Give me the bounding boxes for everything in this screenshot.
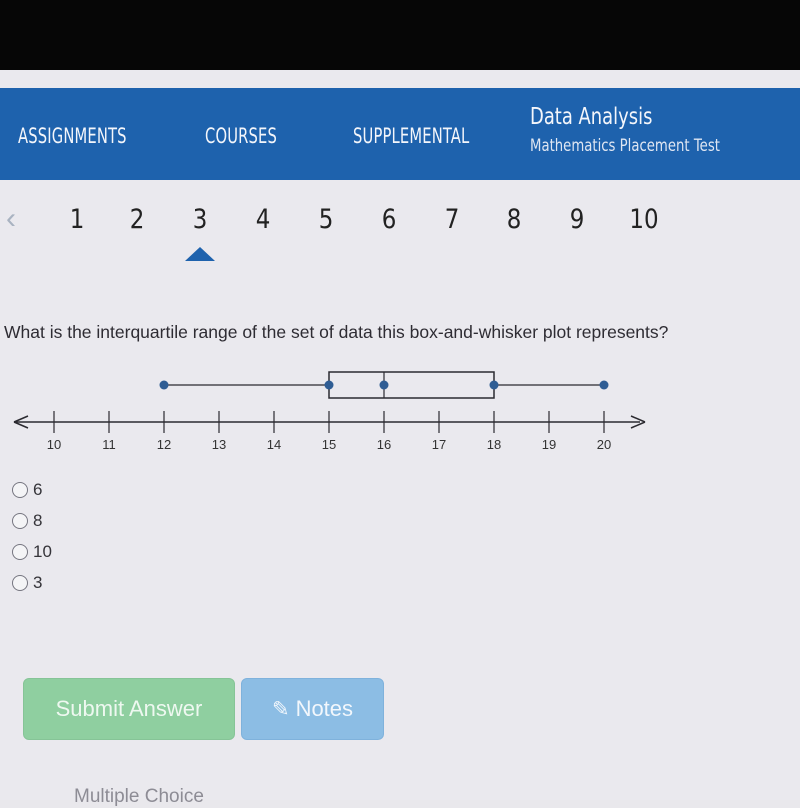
nav-supplemental[interactable]: SUPPLEMENTAL (353, 124, 470, 148)
tick-label: 10 (46, 437, 62, 452)
iqr-box (329, 372, 494, 398)
question-number-8[interactable]: 8 (506, 204, 522, 235)
question-number-4[interactable]: 4 (255, 204, 271, 235)
question-number-1[interactable]: 1 (69, 204, 85, 235)
nav-assignments[interactable]: ASSIGNMENTS (18, 124, 127, 148)
notes-button[interactable] (241, 678, 384, 740)
nav-subtitle: Mathematics Placement Test (530, 136, 720, 156)
radio-button[interactable] (12, 482, 28, 498)
tick-label: 13 (211, 437, 227, 452)
notes-label: Notes (295, 696, 354, 721)
radio-button[interactable] (12, 513, 28, 529)
top-nav (0, 88, 800, 180)
box-plot (0, 360, 800, 460)
answer-choices (12, 474, 52, 598)
tick-label: 15 (321, 437, 337, 452)
question-number-3[interactable]: 3 (192, 204, 208, 235)
tick-label: 19 (541, 437, 557, 452)
question-number-6[interactable]: 6 (381, 204, 397, 235)
nav-title: Data Analysis (530, 104, 653, 130)
radio-button[interactable] (12, 544, 28, 560)
question-type-hint: Multiple Choice (74, 786, 204, 807)
tick-label: 18 (486, 437, 502, 452)
choice-option[interactable] (12, 536, 52, 567)
choice-label: 3 (33, 572, 43, 592)
tick-label: 14 (266, 437, 282, 452)
tick-label: 12 (156, 437, 172, 452)
q1-point (325, 381, 334, 390)
question-number-2[interactable]: 2 (129, 204, 145, 235)
question-number-7[interactable]: 7 (444, 204, 460, 235)
choice-label: 6 (33, 479, 43, 499)
pencil-square-icon: ✎ (271, 697, 290, 721)
question-nav (0, 190, 800, 260)
tick-label: 20 (596, 437, 612, 452)
chevron-left-icon[interactable]: ‹ (6, 202, 16, 235)
submit-answer-button[interactable] (23, 678, 235, 740)
question-number-5[interactable]: 5 (318, 204, 334, 235)
choice-label: 8 (33, 510, 43, 530)
radio-button[interactable] (12, 575, 28, 591)
question-number-9[interactable]: 9 (569, 204, 585, 235)
q3-point (490, 381, 499, 390)
tick-label: 11 (102, 437, 116, 452)
tick-label: 17 (431, 437, 447, 452)
nav-courses[interactable]: COURSES (205, 124, 278, 148)
choice-option[interactable] (12, 474, 52, 505)
screen-bezel (0, 0, 800, 70)
tick-label: 16 (376, 437, 392, 452)
submit-label: Submit Answer (55, 696, 203, 721)
choice-label: 10 (33, 541, 52, 561)
choice-option[interactable] (12, 567, 52, 598)
choice-option[interactable] (12, 505, 52, 536)
question-text: What is the interquartile range of the set of data this box-and-whisker plot represents? (4, 322, 669, 342)
median-point (380, 381, 389, 390)
max-point (600, 381, 609, 390)
active-question-marker (185, 247, 215, 261)
min-point (160, 381, 169, 390)
question-number-10[interactable]: 10 (629, 204, 659, 235)
